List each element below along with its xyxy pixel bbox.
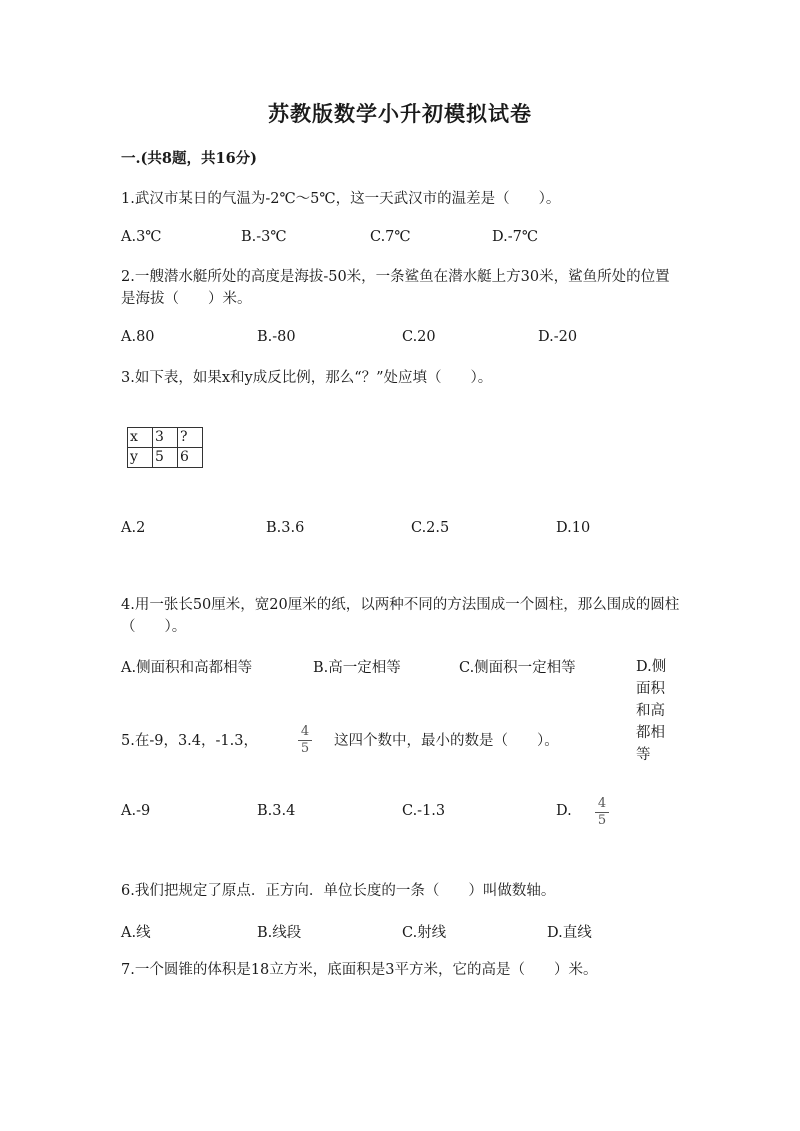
- q2-option-c[interactable]: C.20: [402, 329, 436, 345]
- q5-option-c[interactable]: C.-1.3: [402, 803, 446, 819]
- table-cell: ?: [178, 428, 203, 448]
- fraction-denominator: 5: [597, 813, 607, 828]
- question-7: 7.一个圆锥的体积是18立方米，底面积是3平方米，它的高是（ ）米。: [121, 962, 598, 978]
- question-1: 1.武汉市某日的气温为-2℃～5℃，这一天武汉市的温差是（ ）。: [121, 191, 561, 207]
- q4-option-d-label: D.侧面积和高都相等: [636, 659, 667, 763]
- q5-option-d[interactable]: D.: [556, 803, 572, 819]
- q5-option-a[interactable]: A.-9: [121, 803, 151, 819]
- q6-option-b[interactable]: B.线段: [257, 925, 302, 941]
- q5-fraction: [298, 725, 312, 756]
- q1-option-a[interactable]: A.3℃: [121, 229, 162, 245]
- question-5-before: 5.在-9，3.4，-1.3，: [121, 733, 258, 749]
- q6-option-a[interactable]: A.线: [121, 925, 151, 941]
- table-cell: 3: [153, 428, 178, 448]
- table-cell: x: [128, 428, 153, 448]
- table-cell: 6: [178, 448, 203, 468]
- q1-option-c[interactable]: C.7℃: [370, 229, 411, 245]
- fraction-numerator: 4: [597, 796, 607, 811]
- table-cell: y: [128, 448, 153, 468]
- q2-option-a[interactable]: A.80: [121, 329, 155, 345]
- q4-option-d[interactable]: [636, 656, 676, 766]
- q3-option-b[interactable]: B.3.6: [266, 520, 305, 536]
- page-title: 苏教版数学小升初模拟试卷: [268, 101, 532, 126]
- q2-option-d[interactable]: D.-20: [538, 329, 578, 345]
- question-3: 3.如下表，如果x和y成反比例，那么“？”处应填（ ）。: [121, 370, 493, 386]
- question-5-after: 这四个数中，最小的数是（ ）。: [334, 733, 559, 749]
- q3-option-d[interactable]: D.10: [556, 520, 591, 536]
- xy-table: [127, 427, 203, 468]
- q6-option-d[interactable]: D.直线: [547, 925, 592, 941]
- q1-option-b[interactable]: B.-3℃: [241, 229, 287, 245]
- table-row: [128, 428, 203, 448]
- q5-option-d-fraction: [595, 797, 609, 828]
- q6-option-c[interactable]: C.射线: [402, 925, 447, 941]
- q4-option-a[interactable]: A.侧面积和高都相等: [121, 660, 253, 676]
- q3-option-c[interactable]: C.2.5: [411, 520, 450, 536]
- question-2: 2.一艘潜水艇所处的高度是海拔-50米，一条鲨鱼在潜水艇上方30米，鲨鱼所处的位置是海拔（ ）米。: [121, 269, 670, 307]
- q4-option-c[interactable]: C.侧面积一定相等: [459, 660, 576, 676]
- q5-option-b[interactable]: B.3.4: [257, 803, 296, 819]
- fraction-denominator: 5: [300, 741, 310, 756]
- table-cell: 5: [153, 448, 178, 468]
- q3-option-a[interactable]: A.2: [121, 520, 146, 536]
- section-heading: 一.(共8题，共16分): [121, 150, 258, 167]
- table-row: [128, 448, 203, 468]
- q4-option-b[interactable]: B.高一定相等: [313, 660, 401, 676]
- fraction-numerator: 4: [300, 724, 310, 739]
- q2-option-b[interactable]: B.-80: [257, 329, 296, 345]
- q1-option-d[interactable]: D.-7℃: [492, 229, 539, 245]
- question-6: 6.我们把规定了原点．正方向．单位长度的一条（ ）叫做数轴。: [121, 883, 556, 899]
- question-4: 4.用一张长50厘米，宽20厘米的纸，以两种不同的方法围成一个圆柱，那么围成的圆柱（ ）。: [121, 597, 680, 635]
